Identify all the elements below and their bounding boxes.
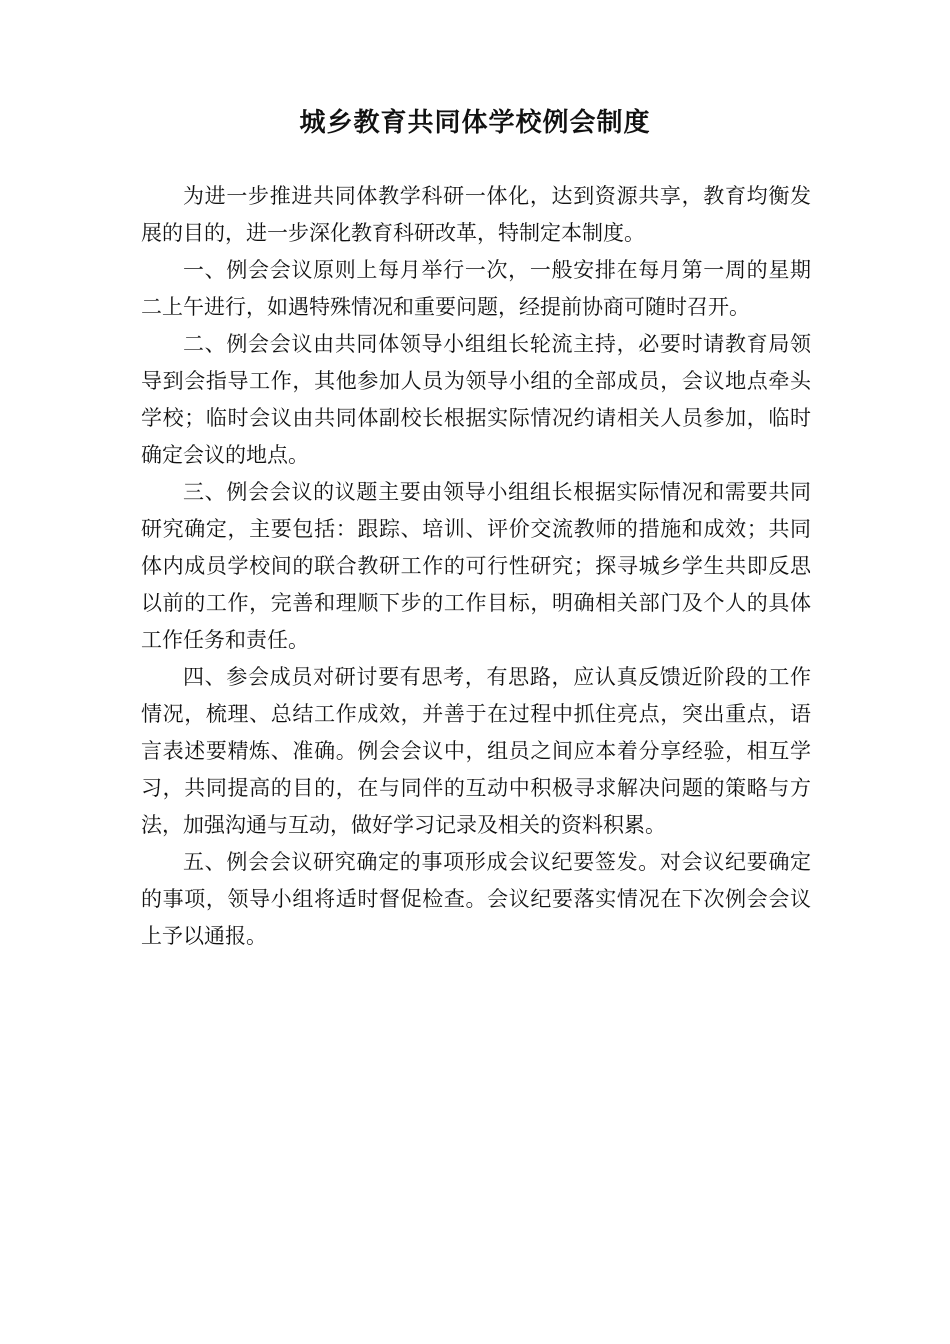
paragraph-item-5: 五、例会会议研究确定的事项形成会议纪要签发。对会议纪要确定的事项，领导小组将适时督促检查。会议纪要落实情况在下次例会会议上予以通报。 [141,850,811,948]
paragraph-item-2: 二、例会会议由共同体领导小组组长轮流主持，必要时请教育局领导到会指导工作，其他参加人员为领导小组的全部成员，会议地点牵头学校；临时会议由共同体副校长根据实际情况约请相关人员参加，临时确定会议的地点。 [141,332,811,467]
paragraph-item-3: 三、例会会议的议题主要由领导小组组长根据实际情况和需要共同研究确定，主要包括：跟踪、培训、评价交流教师的措施和成效；共同体内成员学校间的联合教研工作的可行性研究；探寻城乡学生共即反思以前的工作，完善和理顺下步的工作目标，明确相关部门及个人的具体工作任务和责任。 [141,480,811,652]
paragraph-item-1: 一、例会会议原则上每月举行一次，一般安排在每月第一周的星期二上午进行，如遇特殊情况和重要问题，经提前协商可随时召开。 [141,258,811,319]
paragraph-item-4: 四、参会成员对研讨要有思考，有思路，应认真反馈近阶段的工作情况，梳理、总结工作成效，并善于在过程中抓住亮点，突出重点，语言表述要精炼、准确。例会会议中，组员之间应本着分享经验，相互学习，共同提高的目的，在与同伴的互动中积极寻求解决问题的策略与方法，加强沟通与互动，做好学习记录及相关的资料积累。 [141,665,811,837]
document-title: 城乡教育共同体学校例会制度 [299,108,651,138]
document-body [141,178,811,955]
paragraph-intro: 为进一步推进共同体教学科研一体化，达到资源共享，教育均衡发展的目的，进一步深化教育科研改革，特制定本制度。 [141,184,811,245]
